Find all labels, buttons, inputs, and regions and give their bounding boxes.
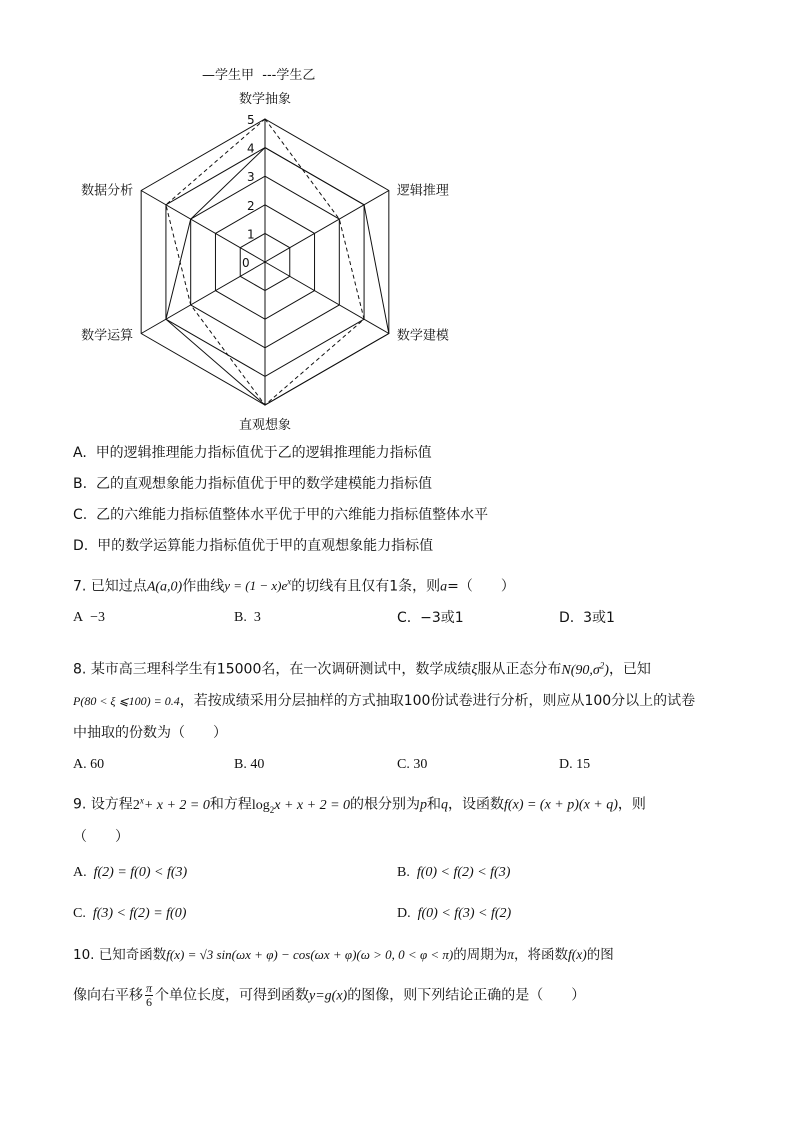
axis-label: 数据分析	[81, 183, 134, 199]
q10-stem-line1: 10. 已知奇函数f(x) = √3 sin(ωx + φ) − cos(ωx + φ)(ω > 0, 0 < φ < π)的周期为π，将函数f(x)的图	[73, 947, 614, 963]
q6-option-a: A. 甲的逻辑推理能力指标值优于乙的逻辑推理能力指标值	[73, 445, 432, 461]
q6-option-b: B. 乙的直观想象能力指标值优于甲的数学建模能力指标值	[73, 476, 432, 492]
q9-stem: 9. 设方程$2^x+ x + 2 = 0$和方程$\log_2x + x + 2 = 0$的根分别为p和q，设函数f(x) = (x + p)(x + q)，则	[73, 795, 646, 815]
legend-series-a: —学生甲	[202, 68, 255, 83]
axis-label: 数学抽象	[238, 92, 292, 107]
q9-option-a: A. f(2) = f(0) < f(3)	[73, 865, 188, 880]
axis-spoke-1	[265, 191, 389, 263]
q7-option-a: A −3	[73, 610, 106, 625]
q7-option-d: D. 3或1	[559, 610, 615, 626]
scale-tick-label: 5	[247, 113, 255, 127]
scale-tick-label: 0	[242, 256, 250, 270]
q10-stem-line2: 像向右平移 $\frac{\pi}{6}$ 个单位长度，可得到函数y=g(x)的图像，则下列结论正确的是（ ）	[73, 981, 586, 1009]
radar-chart	[0, 0, 794, 440]
q9-option-d: D. f(0) < f(3) < f(2)	[397, 906, 512, 921]
axis-label: 数学运算	[81, 328, 134, 344]
q7-stem: 7. 已知过点A(a,0)作曲线$y = (1 - x)e^x$的切线有且仅有1条，则a=（ ）	[73, 577, 515, 595]
q8-option-b: B. 40	[234, 757, 265, 772]
q6-option-d: D. 甲的数学运算能力指标值优于甲的直观想象能力指标值	[73, 538, 434, 554]
axis-label: 直观想象	[238, 418, 292, 433]
q8-option-c: C. 30	[397, 757, 428, 772]
q9-option-b: B. f(0) < f(2) < f(3)	[397, 865, 511, 880]
q8-stem-line3: 中抽取的份数为（ ）	[73, 725, 227, 741]
scale-tick-label: 3	[247, 170, 255, 185]
scale-tick-label: 1	[247, 227, 255, 242]
q10-fraction: $\frac{\pi}{6}$	[146, 981, 153, 1009]
q8-option-d: D. 15	[559, 757, 591, 772]
axis-label: 逻辑推理	[396, 183, 449, 199]
q6-option-c: C. 乙的六维能力指标值整体水平优于甲的六维能力指标值整体水平	[73, 507, 489, 523]
axis-spoke-2	[265, 262, 389, 334]
axis-label: 数学建模	[396, 328, 449, 344]
q8-stem-line2: P(80 < ξ ⩽100) = 0.4，若按成绩采用分层抽样的方式抽取100份试卷进行分析，则应从100分以上的试卷	[73, 693, 696, 709]
q7-option-b: B. 3	[234, 610, 261, 625]
scale-tick-label: 4	[247, 141, 255, 156]
q8-stem-line1: 8. 某市高三理科学生有15000名，在一次调研测试中，数学成绩ξ服从正态分布$N(90,\sigma^2)$，已知	[73, 660, 651, 678]
q8-option-a: A. 60	[73, 757, 105, 772]
q7-option-c: C. −3或1	[397, 610, 464, 626]
q9-option-c: C. f(3) < f(2) = f(0)	[73, 906, 187, 921]
legend-series-b: ---学生乙	[262, 68, 316, 83]
series-line-a	[166, 148, 389, 405]
axis-spoke-4	[141, 262, 265, 334]
q9-paren: （ ）	[73, 829, 129, 845]
scale-tick-label: 2	[247, 198, 255, 213]
